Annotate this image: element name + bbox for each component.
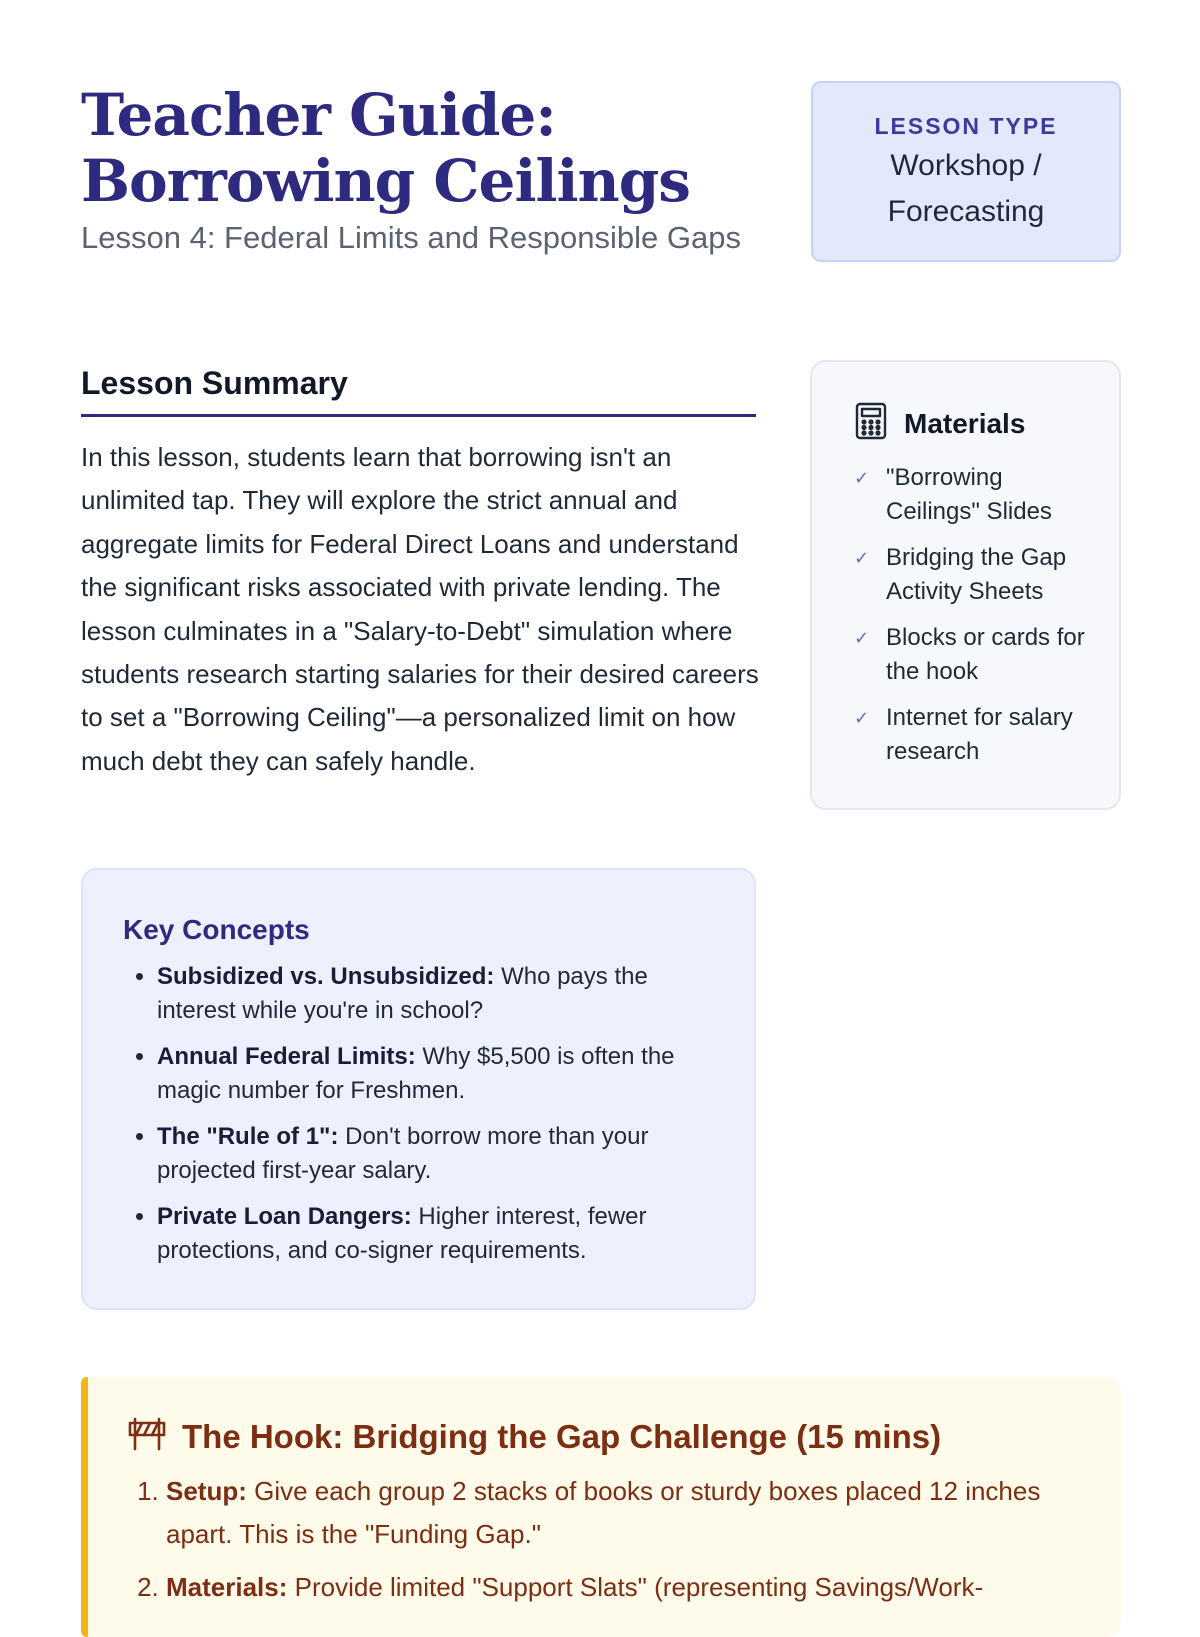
key-concept-term: Annual Federal Limits: (157, 1043, 416, 1070)
materials-item-label: Internet for salary research (886, 704, 1073, 765)
lesson-type-value-line-1: Workshop / (890, 149, 1042, 182)
check-icon: ✓ (854, 708, 870, 728)
check-icon: ✓ (854, 468, 870, 488)
calculator-icon (854, 402, 888, 445)
key-concept-item (157, 1200, 714, 1268)
key-concept-text: Higher interest, fewer protections, and co-signer requirements. (157, 1203, 647, 1264)
key-concept-term: The "Rule of 1": (157, 1123, 339, 1150)
key-concept-text: Why $5,500 is often the magic number for Freshmen. (157, 1043, 675, 1104)
materials-item (854, 621, 1095, 689)
lesson-type-value (813, 143, 1119, 235)
title-line-2: Borrowing Ceilings (81, 147, 690, 215)
hook-step-term: Setup: (166, 1476, 247, 1506)
hook-section (81, 1377, 1121, 1637)
check-icon: ✓ (854, 548, 870, 568)
materials-item-label: Bridging the Gap Activity Sheets (886, 544, 1067, 605)
materials-title: Materials (904, 407, 1026, 439)
hook-step-text: Provide limited "Support Slats" (representing Savings/Work- (294, 1572, 984, 1602)
lesson-summary-heading: Lesson Summary (81, 360, 756, 417)
key-concept-text: Who pays the interest while you're in school? (157, 963, 648, 1024)
materials-header (854, 402, 1095, 445)
materials-item-label: "Borrowing Ceilings" Slides (886, 464, 1052, 525)
hook-title: The Hook: Bridging the Gap Challenge (15 mins) (182, 1417, 942, 1455)
key-concept-term: Private Loan Dangers: (157, 1203, 412, 1230)
materials-card (810, 360, 1121, 810)
key-concept-item (157, 1040, 714, 1108)
key-concept-text: Don't borrow more than your projected first-year salary. (157, 1123, 649, 1184)
key-concepts-title: Key Concepts (123, 914, 310, 945)
lesson-type-value-line-2: Forecasting (887, 195, 1045, 228)
key-concepts-card (81, 868, 756, 1310)
materials-item-label: Blocks or cards for the hook (886, 624, 1085, 685)
lesson-type-card (811, 81, 1121, 262)
hook-step-text: Give each group 2 stacks of books or sturdy boxes placed 12 inches apart. This is the "Funding Gap." (166, 1476, 1041, 1549)
page-subtitle: Lesson 4: Federal Limits and Responsible Gaps (81, 220, 741, 255)
page-title (81, 82, 781, 214)
key-concept-term: Subsidized vs. Unsubsidized: (157, 963, 495, 990)
key-concept-item (157, 1120, 714, 1188)
title-line-1: Teacher Guide: (81, 81, 556, 149)
materials-item (854, 461, 1095, 529)
barrier-icon (128, 1417, 166, 1456)
hook-header (128, 1417, 1081, 1456)
hook-step (166, 1566, 1081, 1609)
key-concepts-list (123, 960, 714, 1268)
lesson-type-label: LESSON TYPE (874, 113, 1058, 139)
teacher-guide-page (81, 0, 1121, 1600)
materials-item (854, 701, 1095, 769)
materials-list (854, 461, 1095, 769)
check-icon: ✓ (854, 628, 870, 648)
lesson-summary-text: In this lesson, students learn that borrowing isn't an unlimited tap. They will explore the strict annual and aggregate limits for Federal Direct Loans and understand the significant risks associated with private lending. The lesson culminates in a "Salary-to-Debt" simulation where students research starting salaries for their desired careers to set a "Borrowing Ceiling"—a personalized limit on how much debt they can safely handle. (81, 442, 759, 776)
hook-step-term: Materials: (166, 1572, 288, 1602)
hook-step (166, 1470, 1081, 1556)
materials-item (854, 541, 1095, 609)
key-concept-item (157, 960, 714, 1028)
hook-steps (128, 1470, 1081, 1609)
